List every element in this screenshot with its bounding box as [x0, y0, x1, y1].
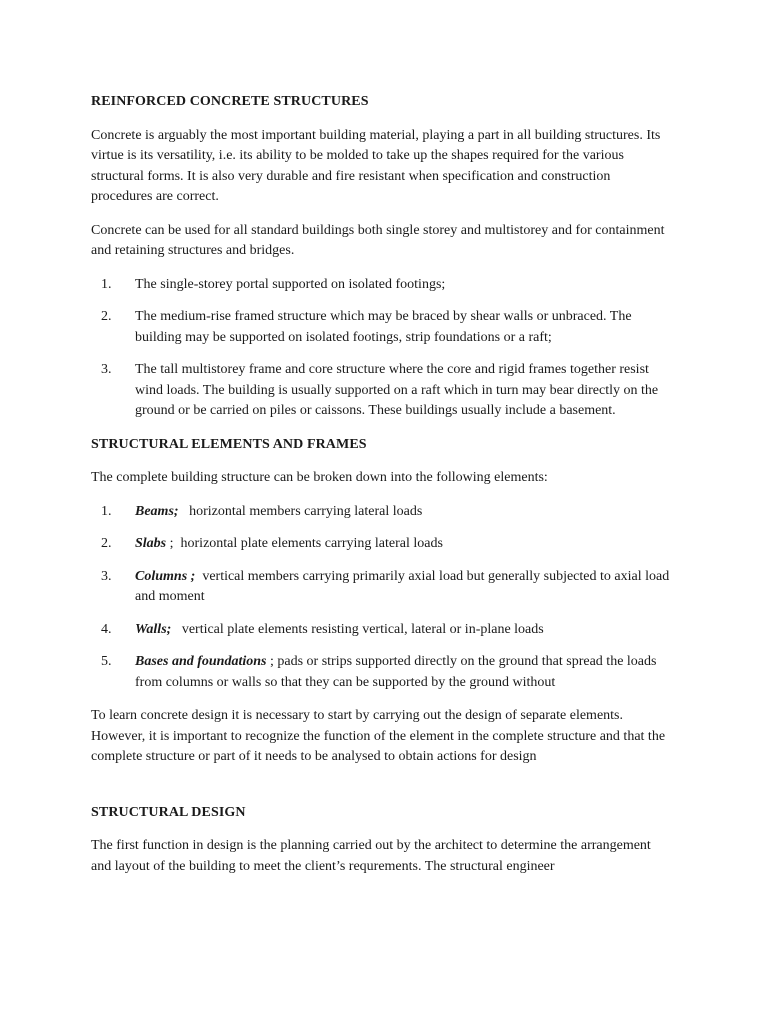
paragraph-concrete-intro: Concrete is arguably the most important building material, playing a part in all building structures. Its virtue is its versatility, i.e. its ability to be molded to take up the shapes required for the various structural forms. It is also very durable and fire resistant when specification and construction procedures are correct. [91, 127, 661, 204]
list-item [91, 360, 673, 422]
list-item [91, 502, 673, 523]
list-item-term: Beams; [135, 503, 179, 519]
section-heading-structural-design: STRUCTURAL DESIGN [91, 804, 246, 820]
structural-elements-list [91, 502, 673, 694]
paragraph-elements-intro: The complete building structure can be broken down into the following elements: [91, 470, 548, 485]
list-item-text: The medium-rise framed structure which may be braced by shear walls or unbraced. The building may be supported on isolated footings, strip foundations or a raft; [135, 309, 632, 345]
paragraph-design-planning: The first function in design is the planning carried out by the architect to determine the arrangement and layout of the building to meet the client’s requrements. The structural engineer [91, 838, 651, 874]
list-item-text: vertical plate elements resisting vertical, lateral or in-plane loads [171, 621, 544, 637]
list-item-text: ; horizontal plate elements carrying lateral loads [166, 536, 443, 551]
building-types-list [91, 275, 673, 422]
list-item [91, 620, 673, 641]
list-item [91, 275, 673, 296]
list-item-number: 5. [101, 654, 112, 669]
list-item-number: 3. [101, 362, 112, 377]
paragraph-concrete-uses: Concrete can be used for all standard buildings both single storey and multistorey and for containment and retaining structures and bridges. [91, 222, 665, 258]
list-item-text: ; pads or strips supported directly on the ground that spread the loads from columns or walls so that they can be supported by the ground without [135, 654, 660, 690]
document-page [91, 92, 673, 877]
list-item-term: Bases and foundations [135, 654, 267, 669]
list-item-text: horizontal members carrying lateral loads [178, 503, 423, 519]
list-item-text: vertical members carrying primarily axial load but generally subjected to axial load and moment [135, 568, 673, 604]
list-item-number: 2. [101, 309, 112, 324]
list-item-number: 3. [101, 568, 112, 584]
paragraph-design-approach: To learn concrete design it is necessary to start by carrying out the design of separate elements. However, it is important to recognize the function of the element in the complete structure and that the complete structure or part of it needs to be analysed to obtain actions for design [91, 708, 666, 764]
list-item-number: 4. [101, 621, 112, 637]
list-item [91, 534, 673, 555]
section-heading-reinforced-concrete: REINFORCED CONCRETE STRUCTURES [91, 94, 369, 109]
list-item-number: 1. [101, 276, 112, 292]
list-item-term: Slabs [135, 536, 167, 551]
list-item [91, 652, 673, 693]
section-heading-structural-elements: STRUCTURAL ELEMENTS AND FRAMES [91, 436, 367, 452]
list-item [91, 567, 673, 608]
list-item [91, 307, 673, 348]
list-item-number: 1. [101, 503, 112, 519]
list-item-text: The single-storey portal supported on isolated footings; [135, 276, 446, 292]
list-item-number: 2. [101, 536, 112, 551]
list-item-term: Columns ; [135, 568, 196, 584]
list-item-text: The tall multistorey frame and core structure where the core and rigid frames together resist wind loads. The building is usually supported on a raft which in turn may bear directly on the ground or be carried on piles or caissons. These buildings usually include a basement. [135, 362, 659, 418]
list-item-term: Walls; [135, 621, 172, 637]
